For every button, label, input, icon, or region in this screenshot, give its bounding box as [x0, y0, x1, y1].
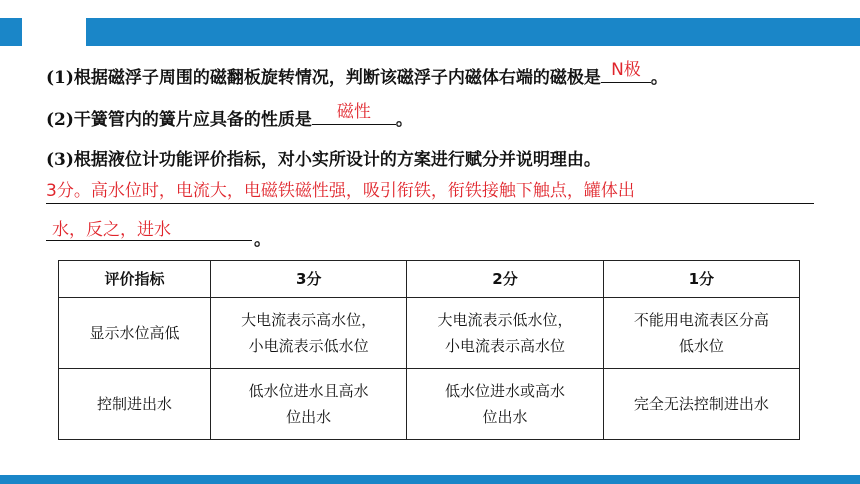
question-3 [46, 145, 601, 170]
table-header-cell: 1分 [603, 261, 799, 298]
cell-line: 小电流表示高水位 [444, 337, 565, 355]
footer-bar [0, 475, 860, 484]
table-header-cell: 2分 [407, 261, 603, 298]
question-1-answer: N极 [611, 60, 641, 80]
question-2-answer: 磁性 [336, 102, 371, 122]
cell-line: 低水位进水或高水 [444, 382, 565, 400]
question-1-tail: 。 [650, 68, 668, 88]
table-cell [603, 369, 799, 440]
cell-line: 位出水 [286, 408, 332, 426]
cell-line: 小电流表示低水位 [248, 337, 369, 355]
table-cell [407, 298, 603, 369]
row-label: 控制进出水 [59, 369, 211, 440]
cell-line: 不能用电流表区分高 [633, 311, 769, 329]
question-3-text: (3)根据液位计功能评价指标，对小实所设计的方案进行赋分并说明理由。 [46, 150, 601, 170]
question-3-answer-line-1: 3分。高水位时，电流大，电磁铁磁性强，吸引衔铁，衔铁接触下触点，罐体出 [46, 181, 635, 201]
table-header-row [59, 261, 800, 298]
question-1-blank [601, 62, 651, 83]
cell-line: 低水位 [678, 337, 724, 355]
row-label: 显示水位高低 [59, 298, 211, 369]
question-1-text: (1)根据磁浮子周围的磁翻板旋转情况，判断该磁浮子内磁体右端的磁极是 [46, 68, 601, 88]
cell-line: 大电流表示低水位， [437, 311, 573, 329]
cell-line: 位出水 [482, 408, 528, 426]
cell-line: 大电流表示高水位， [241, 311, 377, 329]
header-accent-block [0, 18, 22, 46]
cell-line: 低水位进水且高水 [248, 382, 369, 400]
evaluation-table [58, 260, 800, 440]
question-2 [46, 104, 413, 130]
question-3-answer-line-2: 水，反之，进水 [52, 220, 171, 240]
header-bar [86, 18, 860, 46]
question-3-tail: 。 [254, 230, 271, 250]
table-cell [407, 369, 603, 440]
cell-line: 完全无法控制进出水 [633, 395, 769, 413]
table-header-cell: 评价指标 [59, 261, 211, 298]
answer-rule-1 [46, 203, 814, 204]
question-1 [46, 62, 668, 88]
question-2-tail: 。 [395, 110, 413, 130]
table-row [59, 369, 800, 440]
table-cell [211, 369, 407, 440]
table-cell [211, 298, 407, 369]
question-2-text: (2)干簧管内的簧片应具备的性质是 [46, 110, 312, 130]
question-2-blank [312, 104, 396, 125]
table-header-cell: 3分 [211, 261, 407, 298]
answer-rule-2 [46, 240, 252, 241]
table-row [59, 298, 800, 369]
table-cell [603, 298, 799, 369]
